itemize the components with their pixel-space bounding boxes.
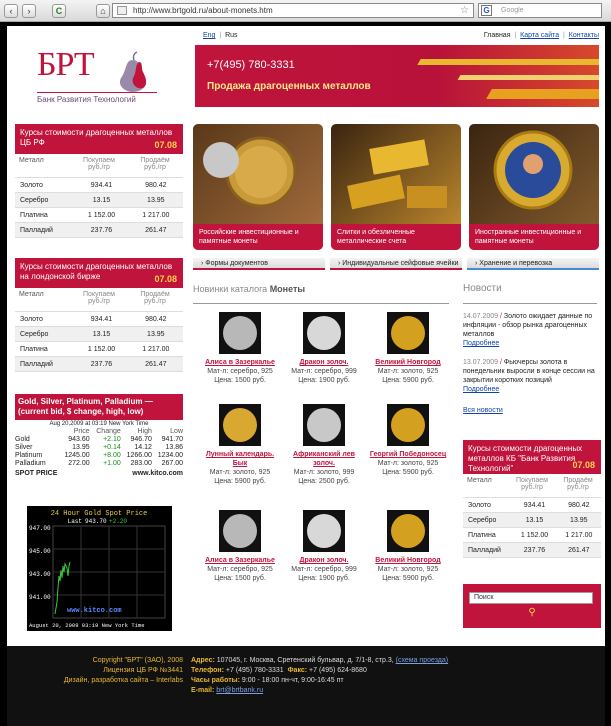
address: 107045, г. Москва, Сретенский бульвар, д. 7/1-8, стр.3, xyxy=(216,657,394,664)
page xyxy=(7,26,605,646)
table-row: Платина 1 152.00 1 217.00 xyxy=(463,528,601,543)
header-banner xyxy=(195,45,599,107)
fax: +7 (495) 624-8680 xyxy=(309,667,367,674)
home-button[interactable]: ⌂ xyxy=(96,4,110,18)
coin-icon xyxy=(391,408,425,442)
kitco-title: Gold, Silver, Platinum, Palladium — (current bid, $ change, high, low) xyxy=(15,394,183,420)
news-item: 14.07.2009 / Золото ожидает данные по инфляции - обзор рынка драгоценных металлов Подробнее xyxy=(463,313,593,347)
coin-item[interactable]: Великий Новгород Мат-л: золото, 925 Цена: 5900 руб. xyxy=(367,312,449,385)
coin-icon xyxy=(307,514,341,548)
y-tick: 941.00 xyxy=(29,594,51,601)
london-title: Курсы стоимости драгоценных металлов на лондонской бирже xyxy=(20,262,173,281)
table-row: Палладий 237.76 261.47 xyxy=(15,223,183,238)
card-caption: Иностранные инвестиционные и памятные монеты xyxy=(469,224,599,250)
tab-forms[interactable]: › Формы документов xyxy=(193,258,325,270)
logo-tagline: Банк Развития Технологий xyxy=(37,92,157,104)
table-row: Серебро 13.15 13.95 xyxy=(463,513,601,528)
coin-icon xyxy=(223,514,257,548)
london-rates-box xyxy=(15,258,183,372)
bookmark-star-icon[interactable]: ☆ xyxy=(460,5,469,16)
card-bullion[interactable] xyxy=(331,124,461,250)
tab-storage[interactable]: › Хранение и перевозка xyxy=(467,258,599,270)
coin-item[interactable]: Дракон золоч. Мат-л: серебро, 999 Цена: 1900 руб. xyxy=(283,312,365,385)
col-metal: Металл xyxy=(19,157,44,164)
card-foreign-coins[interactable] xyxy=(469,124,599,250)
cbrf-title: Курсы стоимости драгоценных металлов ЦБ РФ xyxy=(20,128,173,147)
banner-phone: +7(495) 780-3331 xyxy=(207,59,295,71)
pear-icon xyxy=(115,50,151,92)
kitco-site[interactable]: www.kitco.com xyxy=(132,470,183,477)
site-search-input[interactable]: Поиск xyxy=(469,592,593,604)
coin-icon xyxy=(223,408,257,442)
lang-ru[interactable]: Rus xyxy=(225,32,238,39)
col-metal: Металл xyxy=(467,477,492,484)
chart-site: www.kitco.com xyxy=(67,607,122,615)
col-buy: Покупаем xyxy=(83,291,115,298)
table-row: Серебро 13.15 13.95 xyxy=(15,193,183,208)
catalog-section[interactable]: Монеты xyxy=(269,284,306,294)
table-row: Золото 934.41 980.42 xyxy=(15,178,183,193)
kbrt-title: Курсы стоимости драгоценных металлов КБ "Банк Развития Технологий" xyxy=(468,444,583,473)
kitco-row: Platinum 1245.00 +8.00 1266.00 1234.00 xyxy=(15,452,183,459)
card-caption: Слитки и обезличенные металлические счета xyxy=(331,224,461,250)
london-date: 07.08 xyxy=(154,274,177,284)
table-row: Палладий 237.76 261.47 xyxy=(15,357,183,372)
coin-item[interactable]: Алиса в Зазеркалье Мат-л: серебро, 925 Цена: 1500 руб. xyxy=(199,510,281,583)
table-row: Серебро 13.15 13.95 xyxy=(15,327,183,342)
banner-slogan: Продажа драгоценных металлов xyxy=(207,81,371,92)
kitco-time: Aug 20,2009 at 03:19 New York Time xyxy=(49,421,149,427)
contacts-link[interactable]: Контакты xyxy=(568,32,599,39)
browser-search-input[interactable] xyxy=(478,3,602,18)
news-block xyxy=(463,284,597,415)
news-more-link[interactable]: Подробнее xyxy=(463,340,500,347)
coin-item[interactable]: Дракон золоч. Мат-л: серебро, 999 Цена: 1900 руб. xyxy=(283,510,365,583)
kitco-row: Silver 13.95 +0.14 14.12 13.86 xyxy=(15,444,183,451)
coin-image xyxy=(469,124,599,224)
gold-spot-chart[interactable] xyxy=(27,506,172,631)
chart-change: +2.20 xyxy=(109,518,128,525)
col-unit: руб./гр xyxy=(144,298,166,305)
coin-icon xyxy=(391,514,425,548)
map-link[interactable]: (схема проезда) xyxy=(395,657,449,664)
catalog-label: Новинки каталога xyxy=(193,284,268,294)
y-tick: 945.00 xyxy=(29,548,51,555)
col-metal: Металл xyxy=(19,291,44,298)
chart-footer: August 20, 2009 03:19 New York Time xyxy=(29,622,145,629)
table-row: Платина 1 152.00 1 217.00 xyxy=(15,208,183,223)
y-tick: 947.00 xyxy=(29,525,51,532)
catalog-heading xyxy=(193,284,449,304)
phone: +7 (495) 780-3331 xyxy=(225,667,284,674)
hours: 9:00 - 18:00 пн-чт, 9:00-16:45 пт xyxy=(241,677,344,684)
coin-image xyxy=(193,124,323,224)
all-news-link[interactable]: Вся новости xyxy=(463,407,503,414)
card-russian-coins[interactable] xyxy=(193,124,323,250)
coin-icon xyxy=(391,316,425,350)
col-buy: Покупаем xyxy=(516,477,548,484)
col-sell: Продаём xyxy=(563,477,593,484)
coin-icon xyxy=(307,408,341,442)
lang-en-link[interactable]: Eng xyxy=(203,32,216,39)
logo-letters: БРТ xyxy=(37,46,94,83)
forward-button[interactable]: › xyxy=(22,4,36,18)
chart-last-label: Last xyxy=(67,518,82,525)
tab-safe-boxes[interactable]: › Индивидуальные сейфовые ячейки xyxy=(330,258,462,270)
search-placeholder: Google xyxy=(501,7,524,14)
back-button[interactable]: ‹ xyxy=(4,4,18,18)
url-text: http://www.brtgold.ru/about-monets.htm xyxy=(133,6,273,15)
chart-title: 24 Hour Gold Spot Price xyxy=(50,510,148,518)
footer: Copyright "БРТ" (ЗАО), 2008 Лицензия ЦБ РФ №3441 Дизайн, разработка сайта – Interlabs Адрес: 107045, г. Москва, Сретенский бульвар, д. 7/1-8, стр.3, (схема проезда) Телефон: +7 (495) 780-3331 Факс: +7 (495) 624-8680 Часы работы: 9:00 - 18:00 пн-чт, 9:00-16:45 пт E-mail: brt@brtbank.ru xyxy=(7,646,605,726)
category-cards xyxy=(193,124,599,250)
table-row: Платина 1 152.00 1 217.00 xyxy=(15,342,183,357)
kitco-row: Gold 943.60 +2.10 946.70 941.70 xyxy=(15,436,183,443)
google-icon: G xyxy=(481,5,492,16)
col-buy: Покупаем xyxy=(83,157,115,164)
table-row: Палладий 237.76 261.47 xyxy=(463,543,601,558)
address-bar[interactable] xyxy=(112,3,474,18)
kitco-row: Palladium 272.00 +1.00 283.00 267.00 xyxy=(15,460,183,467)
browser-toolbar xyxy=(0,0,611,22)
col-unit: руб./гр xyxy=(567,484,589,491)
table-row: Золото 934.41 980.42 xyxy=(15,312,183,327)
y-tick: 943.00 xyxy=(29,571,51,578)
coin-item[interactable]: Георгий Победоносец Мат-л: золото, 925 Цена: 5900 руб. xyxy=(367,404,449,477)
news-title: Новости xyxy=(463,284,597,304)
coin-icon xyxy=(307,316,341,350)
kbrt-rates-box xyxy=(463,440,601,558)
coin-item[interactable]: Великий Новгород Мат-л: золото, 925 Цена: 5900 руб. xyxy=(367,510,449,583)
logo[interactable] xyxy=(37,46,187,126)
cbrf-rates-box xyxy=(15,124,183,238)
license: Лицензия ЦБ РФ №3441 xyxy=(103,667,183,674)
news-more-link[interactable]: Подробнее xyxy=(463,386,500,393)
col-unit: руб./гр xyxy=(144,164,166,171)
coin-item[interactable]: Алиса в Зазеркалье Мат-л: серебро, 925 Цена: 1500 руб. xyxy=(199,312,281,385)
col-unit: руб./гр xyxy=(88,298,110,305)
kitco-widget[interactable]: Gold, Silver, Platinum, Palladium — (current bid, $ change, high, low) Aug 20,2009 at 03:19 New York Time Price Change High Low Gold 943.60 +2.10 946.70 941.70 Silver 13.95 +0.14 14.12 13.86 Platinum 1245.00 +8.00 1266.00 1234.00 Palladium 272.00 +1.00 283.00 267.00 SPOT PRICE www.kitco.com xyxy=(15,394,183,490)
search-icon[interactable]: ⚲ xyxy=(528,607,536,618)
gold-bar-image xyxy=(331,124,461,224)
coin-item[interactable]: Лунный календарь. Бык Мат-л: золото, 925 Цена: 5900 руб. xyxy=(199,404,281,486)
top-links: Eng | Rus Главная | Карта сайта | Контакты xyxy=(203,32,599,39)
site-search-box xyxy=(463,584,601,628)
reload-button[interactable]: C xyxy=(52,4,66,18)
chart-last-value: 943.70 xyxy=(85,518,107,525)
kbrt-date: 07.08 xyxy=(572,460,595,470)
design-credit[interactable]: Дизайн, разработка сайта – Interlabs xyxy=(63,677,183,684)
service-tabs xyxy=(193,258,599,270)
page-icon xyxy=(117,6,127,15)
table-row: Золото 934.41 980.42 xyxy=(463,498,601,513)
col-unit: руб./гр xyxy=(521,484,543,491)
home-link[interactable]: Главная xyxy=(483,32,511,39)
email-link[interactable]: brt@brtbank.ru xyxy=(216,687,264,694)
card-caption: Российские инвестиционные и памятные монеты xyxy=(193,224,323,250)
copyright: Copyright "БРТ" (ЗАО), 2008 xyxy=(92,657,183,664)
coin-icon xyxy=(223,316,257,350)
kitco-spot: SPOT PRICE xyxy=(15,470,58,477)
sitemap-link[interactable]: Карта сайта xyxy=(520,32,560,39)
news-item: 13.07.2009 / Фьючерсы золота в понедельник выросли в конце сессии на закрытии коротких позиций Подробнее xyxy=(463,359,595,393)
coin-item[interactable]: Африканский лев золоч. Мат-л: золото, 999 Цена: 2500 руб. xyxy=(283,404,365,486)
col-sell: Продаём xyxy=(140,157,170,164)
col-sell: Продаём xyxy=(140,291,170,298)
cbrf-date: 07.08 xyxy=(154,140,177,150)
col-unit: руб./гр xyxy=(88,164,110,171)
